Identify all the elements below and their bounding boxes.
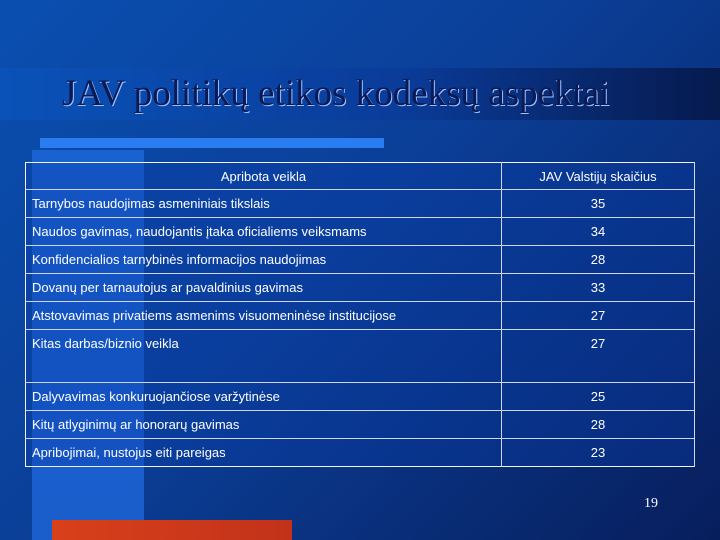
- table-row: [26, 439, 695, 467]
- row-value: 27: [502, 302, 695, 330]
- table-header-row: [26, 163, 695, 190]
- row-label: Kitas darbas/biznio veikla: [26, 330, 502, 383]
- table-row: [26, 190, 695, 218]
- page-number: 19: [644, 496, 658, 511]
- table-row: [26, 411, 695, 439]
- row-label: Apribojimai, nustojus eiti pareigas: [26, 439, 502, 467]
- row-value: 34: [502, 218, 695, 246]
- restrictions-table: [25, 162, 695, 467]
- row-value: 28: [502, 246, 695, 274]
- table-row: [26, 330, 695, 383]
- row-value: 28: [502, 411, 695, 439]
- row-label: Kitų atlyginimų ar honorarų gavimas: [26, 411, 502, 439]
- row-value: 33: [502, 274, 695, 302]
- header-states-count: JAV Valstijų skaičius: [502, 163, 695, 190]
- row-label: Dalyvavimas konkuruojančiose varžytinėse: [26, 383, 502, 411]
- table-row: [26, 383, 695, 411]
- row-label: Konfidencialios tarnybinės informacijos naudojimas: [26, 246, 502, 274]
- row-value: 23: [502, 439, 695, 467]
- row-label: Tarnybos naudojimas asmeniniais tikslais: [26, 190, 502, 218]
- row-label: Atstovavimas privatiems asmenims visuomeninėse institucijose: [26, 302, 502, 330]
- row-label: Dovanų per tarnautojus ar pavaldinius gavimas: [26, 274, 502, 302]
- row-value: 27: [502, 330, 695, 383]
- title-underline: [40, 138, 384, 148]
- table-row: [26, 274, 695, 302]
- decorative-bottom-bar: [52, 520, 292, 540]
- header-activity: Apribota veikla: [26, 163, 502, 190]
- row-label: Naudos gavimas, naudojantis įtaka oficialiems veiksmams: [26, 218, 502, 246]
- row-value: 25: [502, 383, 695, 411]
- row-value: 35: [502, 190, 695, 218]
- table-row: [26, 302, 695, 330]
- table-row: [26, 246, 695, 274]
- slide-title: JAV politikų etikos kodeksų aspektai: [62, 73, 610, 114]
- table-row: [26, 218, 695, 246]
